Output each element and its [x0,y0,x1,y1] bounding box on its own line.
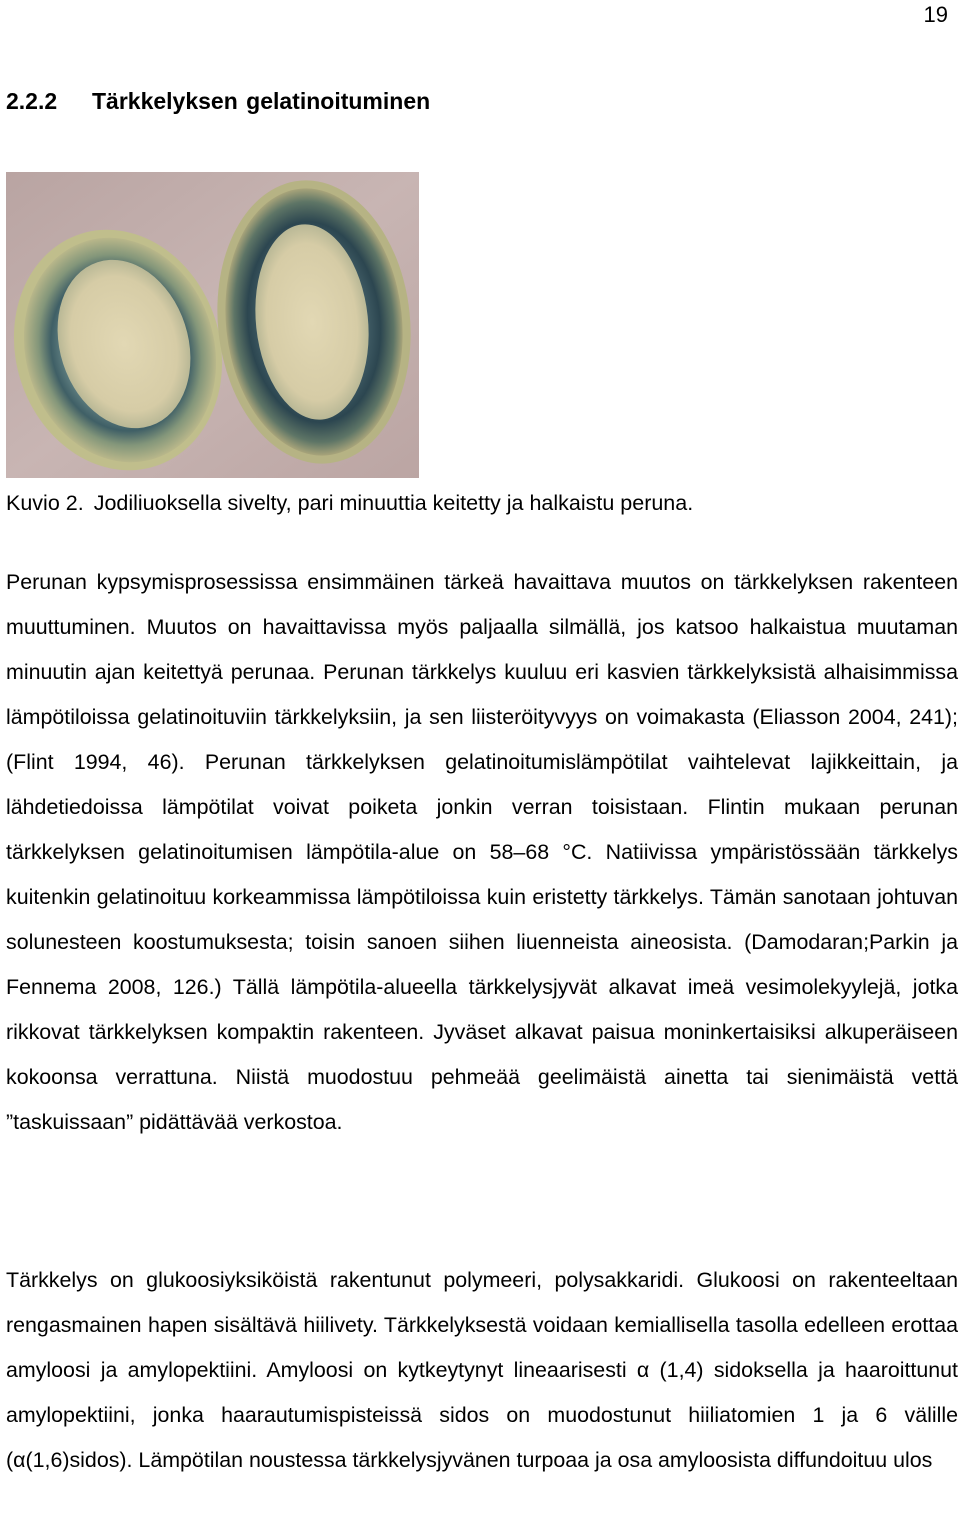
figure-caption [6,491,693,516]
figure-caption-text: Jodiliuoksella sivelty, pari minuuttia keitetty ja halkaistu peruna. [93,491,694,515]
page-number: 19 [923,2,948,27]
body-paragraph: Perunan kypsymisprosessissa ensimmäinen tärkeä havaittava muutos on tärkkelyksen rakenteen muuttuminen. Muutos on havaittavissa myös paljaalla silmällä, jos katsoo halkaistua muutaman minuutin ajan keitettyä perunaa. Perunan tärkkelys kuuluu eri kasvien tärkkelyksistä alhaisimmissa lämpötiloissa gelatinoituviin tärkkelyksiin, ja sen liisteröityvyys on voimakasta (Eliasson 2004, 241); (Flint 1994, 46). Perunan tärkkelyksen gelatinoitumislämpötilat vaihtelevat lajikkeittain, ja lähdetiedoissa lämpötilat voivat poiketa jonkin verran toisistaan. Flintin mukaan perunan tärkkelyksen gelatinoitumisen lämpötila-alue on 58–68 °C. Natiivissa ympäristössään tärkkelys kuitenkin gelatinoituu korkeammissa lämpötiloissa kuin eristetty tärkkelys. Tämän sanotaan johtuvan solunesteen koostumuksesta; toisin sanoen siihen liuenneista aineosista. (Damodaran;Parkin ja Fennema 2008, 126.) Tällä lämpötila-alueella tärkkelysjyvät alkavat imeä vesimolekyylejä, jotka rikkovat tärkkelyksen kompaktin rakenteen. Jyväset alkavat paisua moninkertaisiksi alkuperäiseen kokoonsa verrattuna. Niistä muodostuu pehmeää geelimäistä ainetta tai sienimäistä vettä ”taskuissaan” pidättävää verkostoa. [6,570,958,1134]
potato-halves-image [6,172,419,478]
section-title: Tärkkelyksen gelatinoituminen [92,88,431,114]
section-number: 2.2.2 [6,88,58,114]
potato-photo [6,172,419,478]
figure-caption-label: Kuvio 2. [6,491,84,515]
section-heading [6,88,430,115]
body-paragraph: Tärkkelys on glukoosiyksiköistä rakentunut polymeeri, polysakkaridi. Glukoosi on rakenteeltaan rengasmainen hapen sisältävä hiilivety. Tärkkelyksestä voidaan kemiallisella tasolla edelleen erottaa amyloosi ja amylopektiini. Amyloosi on kytkeytynyt lineaarisesti α (1,4) sidoksella ja haaroittunut amylopektiini, jonka haarautumispisteissä sidos on muodostunut hiiliatomien 1 ja 6 välille (α(1,6)sidos). Lämpötilan noustessa tärkkelysjyvänen turpoaa ja osa amyloosista diffundoituu ulos [6,1268,958,1472]
